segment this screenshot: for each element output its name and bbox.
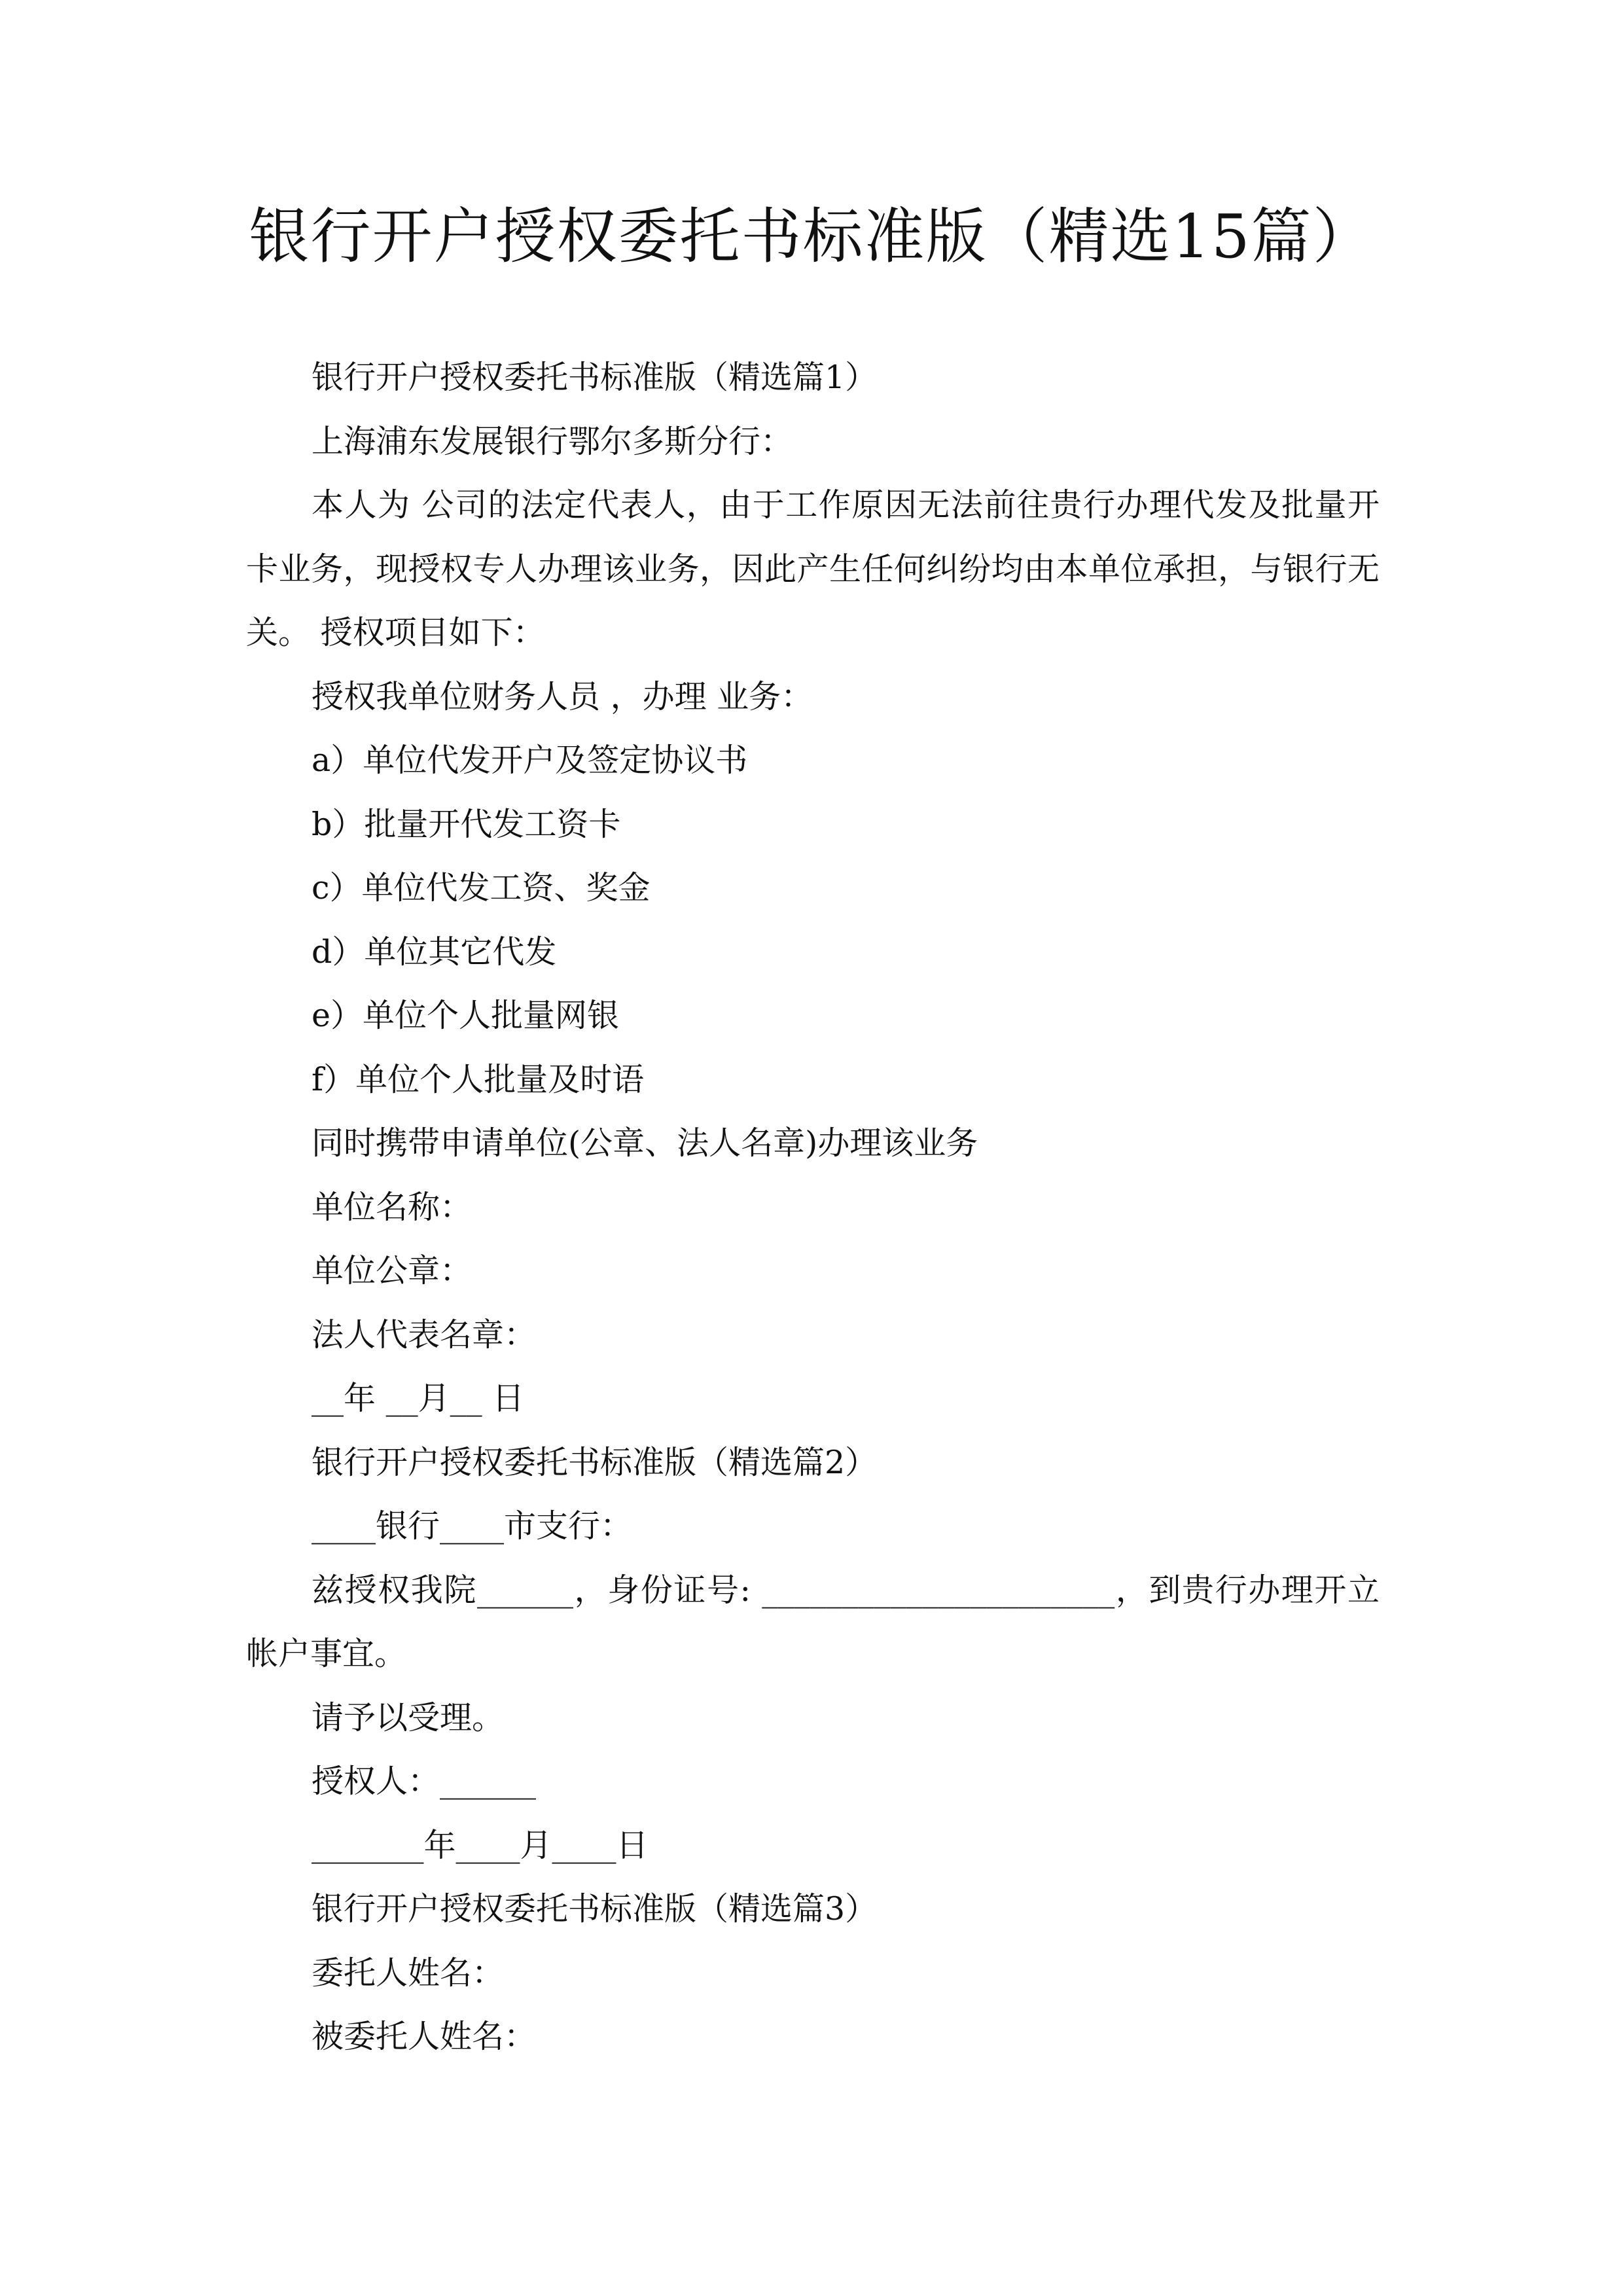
document-title: 银行开户授权委托书标准版（精选15篇） [249,202,1374,272]
date-line: __年 __月__ 日 [312,1380,525,1417]
section-heading-2: 银行开户授权委托书标准版（精选篇2） [312,1443,878,1481]
list-item: f）单位个人批量及时语 [312,1060,645,1098]
date-line: _______年____月____日 [312,1826,649,1864]
paragraph: 兹授权我院______，身份证号: ______________________，到贵行办理开立帐户事宜。 [246,1571,1380,1672]
field-label: 被委托人姓名： [312,2018,537,2055]
paragraph: 本人为 公司的法定代表人，由于工作原因无法前往贵行办理代发及批量开卡业务，现授权专人办理该业务，因此产生任何纠纷均由本单位承担，与银行无关。 授权项目如下： [246,486,1380,651]
field-label: 授权人：______ [312,1763,537,1800]
list-item: d）单位其它代发 [312,933,557,971]
list-item: b）批量开代发工资卡 [312,805,621,843]
field-label: 单位公章： [312,1252,473,1289]
paragraph: 授权我单位财务人员 ，办理 业务： [312,677,813,715]
list-item: a）单位代发开户及签定协议书 [312,742,748,779]
section-heading-3: 银行开户授权委托书标准版（精选篇3） [312,1890,878,1928]
addressee: ____银行____市支行： [312,1507,633,1545]
field-label: 委托人姓名： [312,1954,505,1992]
paragraph: 同时携带申请单位(公章、法人名章)办理该业务 [312,1124,978,1162]
document-body [246,346,1380,2069]
list-item: e）单位个人批量网银 [312,997,619,1034]
addressee: 上海浦东发展银行鄂尔多斯分行： [312,422,793,460]
field-label: 单位名称： [312,1188,473,1226]
paragraph: 请予以受理。 [312,1698,505,1736]
section-heading-1: 银行开户授权委托书标准版（精选篇1） [312,359,878,396]
list-item: c）单位代发工资、奖金 [312,869,651,906]
field-label: 法人代表名章： [312,1316,537,1354]
